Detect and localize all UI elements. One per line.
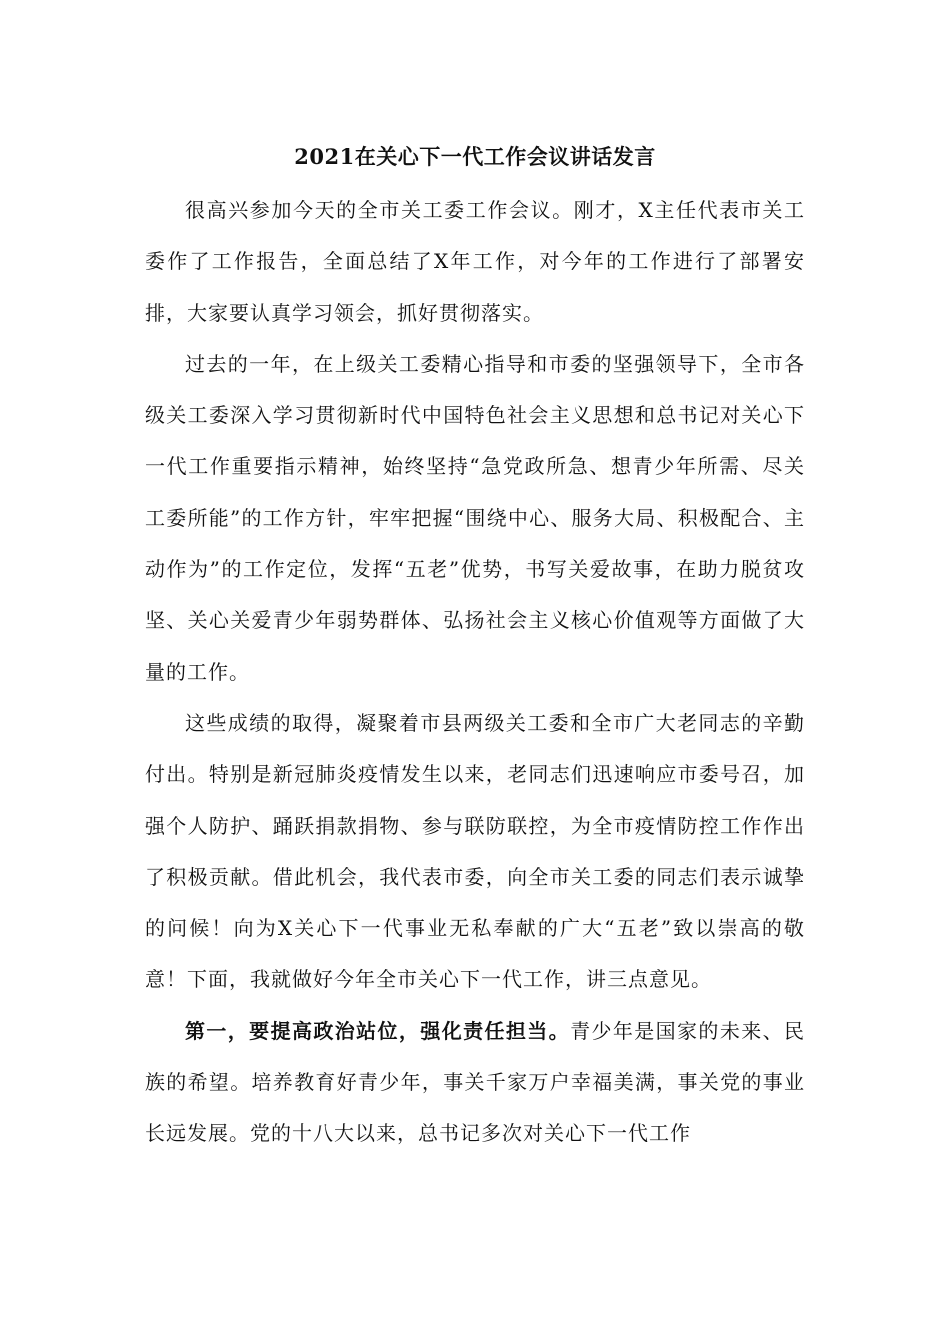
paragraph-4-lead: 第一，要提高政治站位，强化责任担当。 — [185, 1018, 571, 1043]
paragraph-4-text: 青少年是国家的未来、民族的希望。培养教育好青少年，事关千家万户幸福美满，事关党的事业长远发展。党的十八大以来，总书记多次对关心下一代工作 — [145, 1018, 806, 1146]
paragraph-2 — [145, 339, 805, 698]
paragraph-1-text: 很高兴参加今天的全市关工委工作会议。刚才，X主任代表市关工委作了工作报告，全面总结了X年工作，对今年的工作进行了部署安排，大家要认真学习领会，抓好贯彻落实。 — [145, 198, 805, 325]
document-body — [145, 185, 805, 1160]
paragraph-4 — [145, 1006, 805, 1160]
paragraph-1 — [145, 185, 805, 339]
paragraph-3-text: 这些成绩的取得，凝聚着市县两级关工委和全市广大老同志的辛勤付出。特别是新冠肺炎疫情发生以来，老同志们迅速响应市委号召，加强个人防护、踊跃捐款捐物、参与联防联控，为全市疫情防控工作作出了积极贡献。借此机会，我代表市委，向全市关工委的同志们表示诚挚的问候！向为X关心下一代事业无私奉献的广大“五老”致以崇高的敬意！下面，我就做好今年全市关心下一代工作，讲三点意见。 — [145, 710, 805, 992]
paragraph-3 — [145, 698, 805, 1006]
paragraph-2-text: 过去的一年，在上级关工委精心指导和市委的坚强领导下，全市各级关工委深入学习贯彻新时代中国特色社会主义思想和总书记对关心下一代工作重要指示精神，始终坚持“急党政所急、想青少年所需、尽关工委所能”的工作方针，牢牢把握“围绕中心、服务大局、积极配合、主动作为”的工作定位，发挥“五老”优势，书写关爱故事，在助力脱贫攻坚、关心关爱青少年弱势群体、弘扬社会主义核心价值观等方面做了大量的工作。 — [145, 351, 805, 684]
document-title: 2021在关心下一代工作会议讲话发言 — [294, 144, 656, 169]
